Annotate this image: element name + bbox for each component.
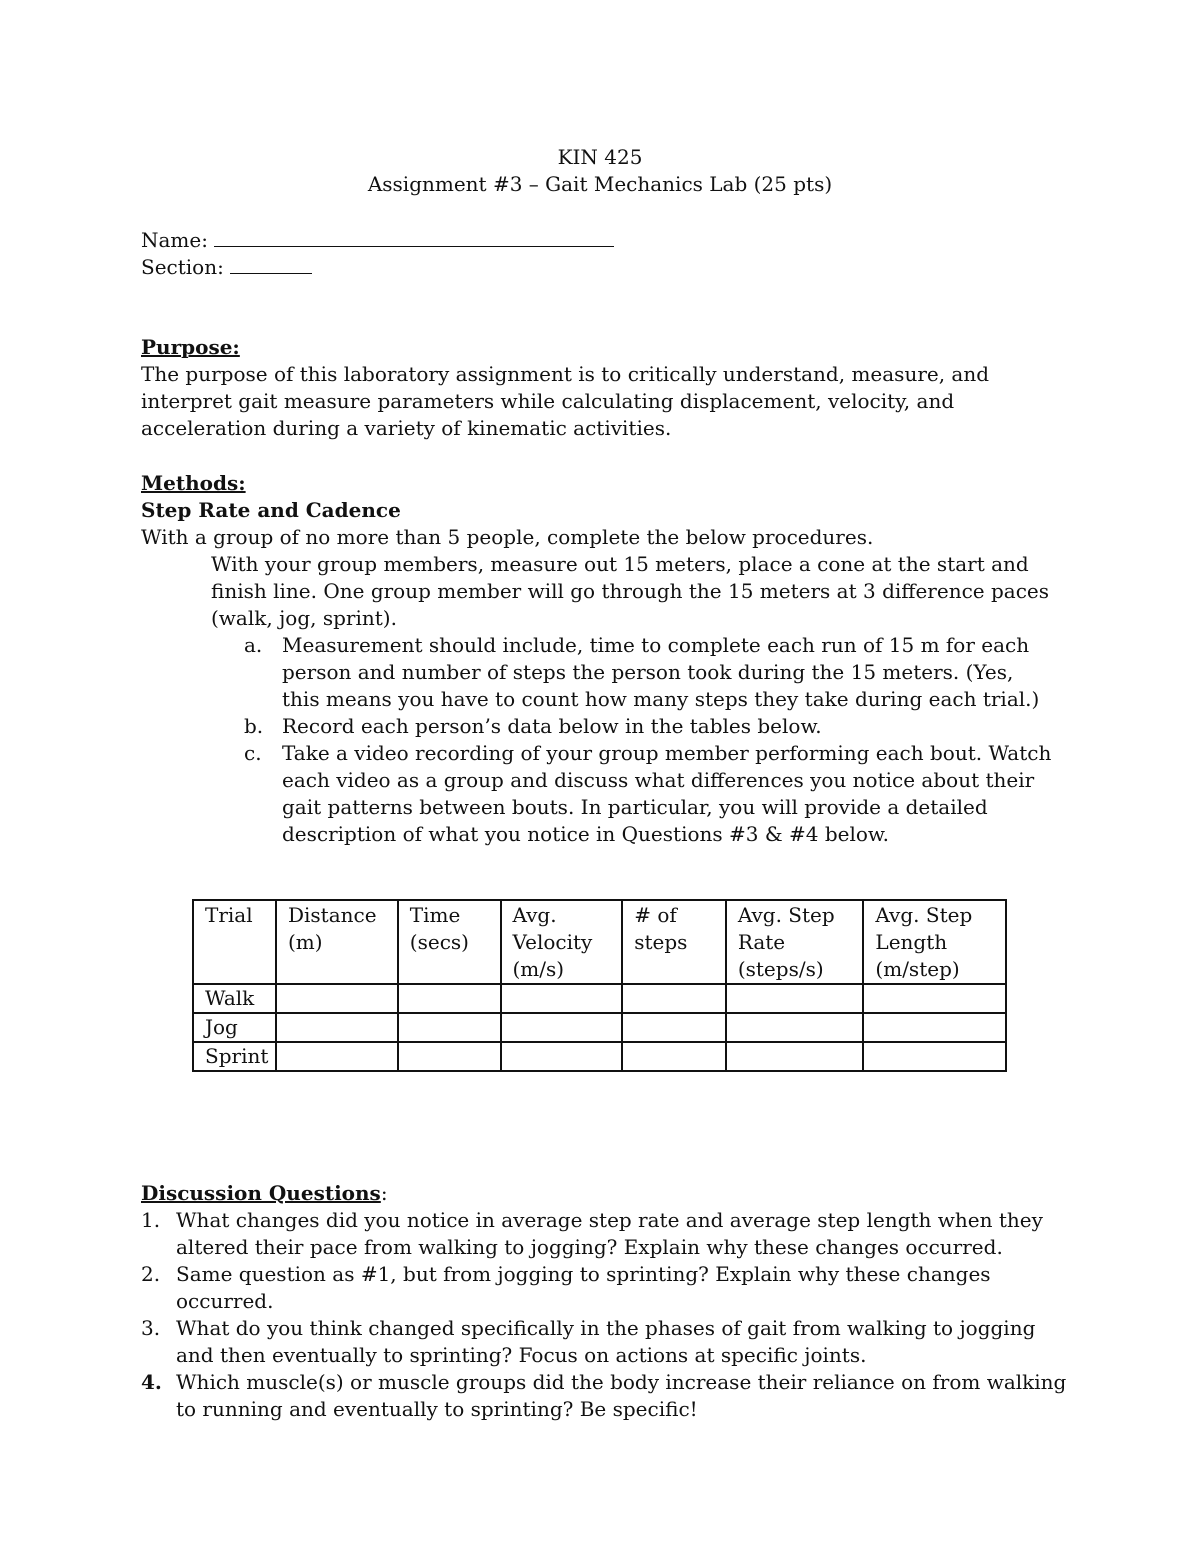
list-item: [141, 1315, 1071, 1369]
data-table: [192, 899, 1007, 1072]
name-field: [141, 226, 614, 254]
table-cell[interactable]: [863, 984, 1006, 1013]
table-header-cell: Time (secs): [398, 900, 501, 984]
row-label: Sprint: [193, 1042, 276, 1071]
table-cell[interactable]: [398, 984, 501, 1013]
table-row: [193, 1013, 1006, 1042]
name-label: Name:: [141, 228, 208, 252]
list-item: [244, 740, 1054, 848]
table-cell[interactable]: [501, 1013, 623, 1042]
step-text: Record each person’s data below in the tables below.: [282, 714, 822, 738]
table-cell[interactable]: [622, 1042, 726, 1071]
table-cell[interactable]: [622, 1013, 726, 1042]
methods-procedure: With your group members, measure out 15 meters, place a cone at the start and finish line. One group member will go through the 15 meters at 3 difference paces (walk, jog, sprint).: [211, 552, 1050, 630]
question-number: 4.: [141, 1370, 162, 1394]
purpose-heading: Purpose:: [141, 335, 240, 359]
assignment-title: Assignment #3 – Gait Mechanics Lab (25 pts): [367, 172, 833, 196]
course-title: KIN 425: [557, 145, 643, 169]
row-label: Jog: [193, 1013, 276, 1042]
methods-subheading: Step Rate and Cadence: [141, 498, 401, 522]
table-row: [193, 984, 1006, 1013]
table-header-cell: Avg. Velocity (m/s): [501, 900, 623, 984]
table-cell[interactable]: [276, 1013, 398, 1042]
list-item: [244, 632, 1054, 713]
table-cell[interactable]: [276, 1042, 398, 1071]
question-text: Which muscle(s) or muscle groups did the body increase their reliance on from walking to running and eventually to sprinting? Be specific!: [176, 1370, 1067, 1421]
list-item: [141, 1207, 1071, 1261]
question-number: 3.: [141, 1316, 161, 1340]
question-number: 2.: [141, 1262, 161, 1286]
name-blank[interactable]: [214, 226, 614, 247]
discussion-questions: [141, 1207, 1071, 1423]
table-cell[interactable]: [726, 1042, 864, 1071]
table-cell[interactable]: [863, 1042, 1006, 1071]
table-cell[interactable]: [726, 1013, 864, 1042]
table-header-cell: Avg. Step Rate (steps/s): [726, 900, 864, 984]
row-label: Walk: [193, 984, 276, 1013]
table-header-cell: Avg. Step Length (m/step): [863, 900, 1006, 984]
question-text: What do you think changed specifically in the phases of gait from walking to jogging and then eventually to sprinting? Focus on actions at specific joints.: [176, 1316, 1036, 1367]
step-text: Take a video recording of your group member performing each bout. Watch each video as a group and discuss what differences you notice about their gait patterns between bouts. In particular, you will provide a detailed description of what you notice in Questions #3 & #4 below.: [282, 741, 1052, 846]
list-item: [244, 713, 1054, 740]
table-header-row: [193, 900, 1006, 984]
table-cell[interactable]: [501, 1042, 623, 1071]
table-row: [193, 1042, 1006, 1071]
section-field: [141, 253, 312, 281]
step-label: b.: [244, 714, 264, 738]
methods-heading: Methods:: [141, 471, 246, 495]
table-cell[interactable]: [501, 984, 623, 1013]
table-cell[interactable]: [276, 984, 398, 1013]
procedure-steps: [244, 632, 1054, 848]
step-label: a.: [244, 633, 263, 657]
list-item: [141, 1261, 1071, 1315]
table-cell[interactable]: [622, 984, 726, 1013]
methods-intro: With a group of no more than 5 people, complete the below procedures.: [141, 525, 874, 549]
methods-section: [141, 470, 1071, 551]
purpose-text: The purpose of this laboratory assignment is to critically understand, measure, and interpret gait measure parameters while calculating displacement, velocity, and acceleration during a variety of kinematic activities.: [141, 362, 990, 440]
table-cell[interactable]: [398, 1042, 501, 1071]
list-item: [141, 1369, 1071, 1423]
table-cell[interactable]: [863, 1013, 1006, 1042]
table-cell[interactable]: [398, 1013, 501, 1042]
section-label: Section:: [141, 255, 224, 279]
question-text: Same question as #1, but from jogging to sprinting? Explain why these changes occurred.: [176, 1262, 991, 1313]
section-blank[interactable]: [230, 253, 312, 274]
step-text: Measurement should include, time to complete each run of 15 m for each person and number of steps the person took during the 15 meters. (Yes, this means you have to count how many steps they take during each trial.): [282, 633, 1040, 711]
purpose-section: [141, 334, 1071, 442]
question-number: 1.: [141, 1208, 161, 1232]
discussion-heading: Discussion Questions: [141, 1181, 381, 1205]
question-text: What changes did you notice in average step rate and average step length when they altered their pace from walking to jogging? Explain why these changes occurred.: [176, 1208, 1043, 1259]
discussion-colon: :: [380, 1181, 388, 1205]
discussion-heading-line: [141, 1180, 1071, 1207]
table-header-cell: Trial: [193, 900, 276, 984]
step-label: c.: [244, 741, 262, 765]
table-header-cell: Distance (m): [276, 900, 398, 984]
table-header-cell: # of steps: [622, 900, 726, 984]
table-cell[interactable]: [726, 984, 864, 1013]
